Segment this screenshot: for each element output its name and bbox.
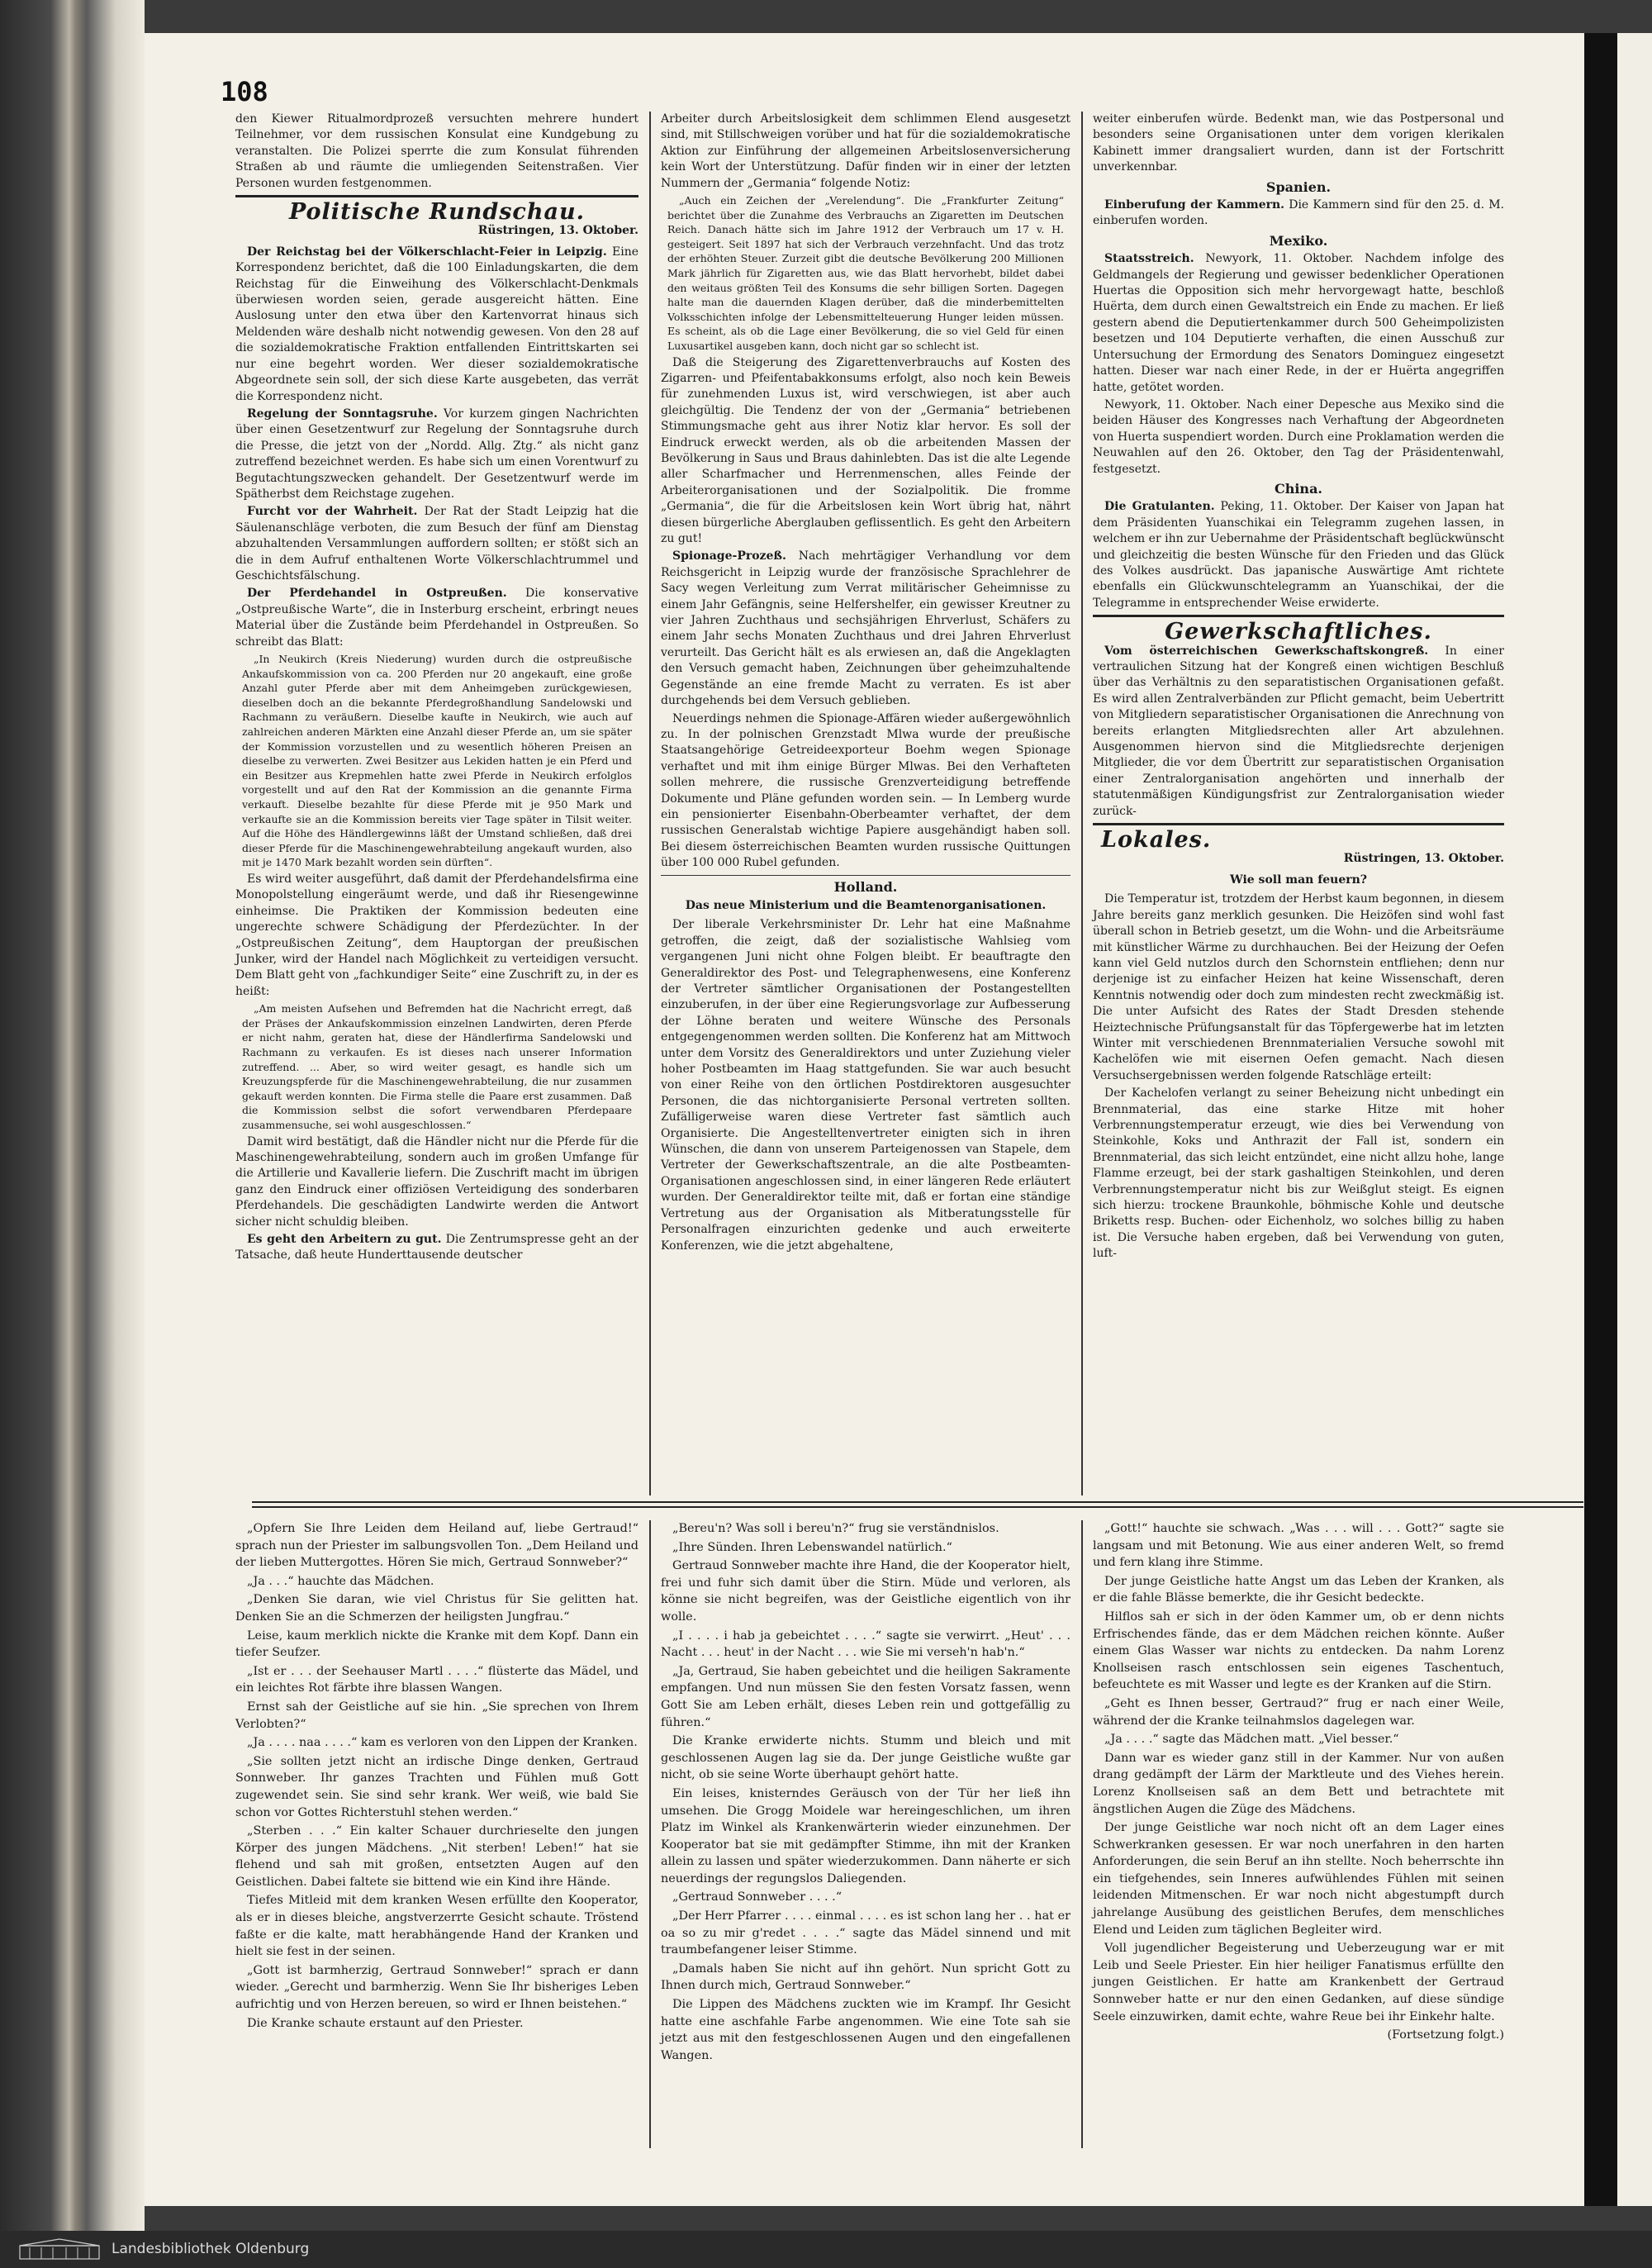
book-binding — [0, 0, 145, 2231]
article-paragraph: Der junge Geistliche war noch nicht oft an dem Lager eines Schwerkranken gesessen. Er war noch unerfahren in den harten Anforderungen, die sein Beruf an ihn stellte. Noch beherrschte ihn ein tiefgehendes, sein Inneres aufwühlendes Fühlen mit seinen leidenden Mitmenschen. Er war noch nicht abgestumpft durch jahrelange Ausübung des geistlichen Berufes, dem menschliches Elend und Leiden zum täglichen Begleiter wird. — [1093, 1821, 1504, 1937]
article-paragraph: „Damals haben Sie nicht auf ihn gehört. Nun spricht Gott zu Ihnen durch mich, Gertraud Sonnweber.“ — [661, 1961, 1070, 1993]
article-paragraph — [235, 504, 638, 584]
article-paragraph: „Bereu'n? Was soll i bereu'n?“ frug sie verständnislos. — [672, 1522, 999, 1535]
country-heading: China. — [1274, 480, 1322, 497]
article-paragraph: „Ja . . . .“ sagte das Mädchen matt. „Viel besser.“ — [1104, 1733, 1399, 1747]
column-2 — [661, 112, 1070, 1256]
library-building-icon — [18, 2237, 101, 2261]
article-paragraph: „Gott ist barmherzig, Gertraud Sonnweber!“ sprach er dann wieder. „Gerecht und barmherzig. Wenn Sie Ihr bisheriges Leben aufrichtig und von Herzen bereuen, so wird er Ihnen beistehen.“ — [235, 1963, 638, 2012]
column-divider — [649, 1520, 651, 2148]
article-paragraph: „Ja, Gertraud, Sie haben gebeichtet und die heiligen Sakramente empfangen. Und nun müssen Sie den festen Vorsatz fassen, wenn Gott Sie am Leben erhält, dieses Leben rein und gottgefällig zu führen.“ — [661, 1664, 1070, 1729]
section-rule — [235, 195, 638, 197]
column-divider — [1081, 1520, 1083, 2148]
article-lead: Vom österreichischen Gewerkschaftskongreß. — [1104, 644, 1429, 658]
newspaper-page — [145, 33, 1584, 2206]
article-paragraph: Der junge Geistliche hatte Angst um das Leben der Kranken, als er die fahle Blässe bemerkte, die ihr Gesicht bedeckte. — [1093, 1574, 1504, 1605]
article-paragraph: Der Kachelofen verlangt zu seiner Beheizung nicht unbedingt ein Brennmaterial, das eine starke Hitze mit hoher Verbrennungstemperatur erzeugt, wie dies bei Verwendung von Steinkohle, Koks und Anthrazit der Fall ist, sondern ein Brennmaterial, das sich leicht entzündet, eine nicht allzu hohe, lange Flamme erzeugt, bei der stark gashaltigen Steinkohlen, und deren Verbrennungstemperatur nicht bis zur Weißglut steigt. Es eignen sich hierzu: trockene Braunkohle, böhmische Kohle und deutsche Briketts resp. Buchen- oder Eichenholz, wo solches billig zu haben ist. Die Versuche haben ergeben, daß bei Verwendung von guten, luft- — [1093, 1086, 1504, 1261]
article-body: In einer vertraulichen Sitzung hat der Kongreß einen wichtigen Beschluß über das Verhältnis zu den separatistischen Organisationen gefaßt. Es wird allen Zentralverbänden zur Pflicht gemacht, beim Uebertritt von Mitgliedern separatistischer Organisationen die Anrechnung von bereits erlangten Mitgliedsrechten aller Art abzulehnen. Ausgenommen hiervon sind die Mitgliedsrechte derjenigen Mitglieder, die vor dem Übertritt zur separatistischen Organisation einer Zentralorganisation angehörten und innerhalb der statutenmäßigen Kündigungsfrist zur Zentralorganisation wieder zurück- — [1093, 644, 1504, 818]
article-paragraph: Daß die Steigerung des Zigarettenverbrauchs auf Kosten des Zigarren- und Pfeifentabakkonsums erfolgt, also noch kein Beweis für zunehmenden Luxus ist, wird verschwiegen, ist aber auch gleichgültig. Die Tendenz der von der „Germania“ betriebenen Stimmungsmache geht aus ihrer Notiz klar hervor. Es soll der Eindruck erweckt werden, als ob die arbeitenden Massen der Bevölkerung in Saus und Braus dahinlebten. Das ist die alte Legende aller Scharfmacher und Herrenmenschen, alles Feinde der Arbeiterorganisationen und der Sozialpolitik. Die fromme „Germania“, die für die Arbeitslosen kein Wort übrig hat, nährt diesen bürgerliche Aberglauben geflissentlich. Es geht den Arbeitern zu gut! — [661, 355, 1070, 546]
article-body: Peking, 11. Oktober. Der Kaiser von Japan hat dem Präsidenten Yuanschikai ein Telegramm zugehen lassen, in welchem er ihn zur Uebernahme der Präsidentschaft beglückwünscht und gleichzeitig die besten Wünsche für den Frieden und das Glück des Volkes ausdrückt. Das japanische Auswärtige Amt richtete ebenfalls ein Glückwunschtelegramm an Yuanschikai, der die Telegramme in entsprechender Weise erwiderte. — [1093, 500, 1504, 610]
article-paragraph: Die Temperatur ist, trotzdem der Herbst kaum begonnen, in diesem Jahre bereits ganz merklich gesunken. Die Heizöfen sind wohl fast überall schon in Betrieb gesetzt, um die Wohn- und die Arbeitsräume mit künstlicher Wärme zu durchhauchen. Bei der Heizung der Oefen kann viel Geld nutzlos durch den Schornstein entfliehen; denn nur derjenige ist zu einfacher Heizen hat keine Wissenschaft, deren Kenntnis notwendig oder doch zum mindesten recht zweckmäßig ist. Die unter Aufsicht des Rates der Stadt Dresden stehende Heiztechnische Prüfungsanstalt für das Töpfergewerbe hat im letzten Winter mit verschiedenen Brennmaterialien Versuche sowohl mit Kachelöfen wie mit eisernen Oefen gemacht. Nach diesen Versuchsergebnissen werden folgende Ratschläge erteilt: — [1093, 892, 1504, 1082]
section-heading: Lokales. — [1101, 827, 1212, 853]
article-paragraph: „Opfern Sie Ihre Leiden dem Heiland auf, liebe Gertraud!“ sprach nun der Priester im salbungsvollen Ton. „Dem Heiland und der lieben Muttergottes. Hören Sie mich, Gertraud Sonnweber?“ — [235, 1522, 638, 1570]
dateline: Rüstringen, 13. Oktober. — [1343, 852, 1504, 866]
article-body: Die Zentrumspresse geht an der Tatsache, daß heute Hunderttausende deutscher — [235, 1232, 638, 1262]
section-rule — [1093, 615, 1504, 617]
next-page-edge — [1617, 33, 1652, 2206]
article-body: Die Kammern sind für den 25. d. M. einberufen worden. — [1093, 198, 1504, 228]
article-paragraph: „Ihre Sünden. Ihren Lebenswandel natürlich.“ — [672, 1540, 952, 1554]
column-1 — [235, 112, 638, 1266]
article-paragraph: „Ist er . . . der Seehauser Martl . . . .“ flüsterte das Mädel, und ein leichtes Rot färbte ihre blassen Wangen. — [235, 1664, 638, 1695]
dateline: Rüstringen, 13. Oktober. — [477, 224, 638, 238]
page-edge-dark — [1584, 33, 1617, 2206]
article-paragraph: „Gertraud Sonnweber . . . .“ — [672, 1890, 843, 1904]
feuilleton-divider — [252, 1501, 1583, 1508]
article-body: Die konservative „Ostpreußische Warte“, die in Insterburg erscheint, erbringt neues Material über die Zustände beim Pferdehandel in Ostpreußen. So schreibt das Blatt: — [235, 587, 638, 649]
article-paragraph: Der liberale Verkehrsminister Dr. Lehr hat eine Maßnahme getroffen, die zeigt, daß der sozialistische Wahlsieg vom vergangenen Juni nicht ohne Folgen bleibt. Er beauftragte den Generaldirektor des Post- und Telegraphenwesens, eine Konferenz der Vertreter sämtlicher Organisationen der Postangestellten einzuberufen, in der über eine Regierungsvorlage zur Aufbesserung der Löhne beraten und weitere Wünsche des Personals entgegengenommen werden sollten. Die Konferenz hat am Mittwoch unter dem Vorsitz des Generaldirektors und unter Zuziehung vieler hoher Postbeamten im Haag stattgefunden. Sie war auch besucht von einer Reihe von den örtlichen Postdirektoren ausgesuchter Personen, die das nichtorganisierte Personal vertreten sollten. Zufälligerweise waren diese Vertreter fast sämtlich auch Organisierte. Die Angestelltenvertreter einigten sich in ihren Wünschen, die dann von unserem Parteigenossen van Stapele, dem Vertreter der Gewerkschaftszentrale, an die alte Postbeamten-Organisationen angeschlossen sind, in einer längeren Rede erläutert wurden. Der Generaldirektor teilte mit, daß er fortan eine ständige Vertretung aus der Organisation als Mitberatungsstelle für Personalfragen einzurichten gedenke und auch erweiterte Konferenzen, wie die jetzt abgehaltene, — [661, 918, 1070, 1253]
article-paragraph: Die Kranke erwiderte nichts. Stumm und bleich und mit geschlossenen Augen lag sie da. Der junge Geistliche wußte gar nicht, ob sie seine Worte überhaupt gehört hatte. — [661, 1734, 1070, 1782]
feuilleton-column-2 — [661, 1520, 1070, 2066]
article-paragraph — [1093, 644, 1504, 820]
article-lead: Spionage-Prozeß. — [672, 549, 786, 563]
article-paragraph: Hilflos sah er sich in der öden Kammer um, ob er denn nichts Erfrischendes fände, das er dem Mädchen reichen könnte. Außer einem Glas Wasser war nichts zu entdecken. Da nahm Lorenz Knollseisen rasch entschlossen sein eigenes Taschentuch, befeuchtete es mit Wasser und legte es der Kranken auf die Stirn. — [1093, 1609, 1504, 1692]
article-lead: Staatsstreich. — [1104, 252, 1194, 266]
article-paragraph — [235, 586, 638, 650]
article-paragraph: „Sie sollten jetzt nicht an irdische Dinge denken, Gertraud Sonnweber. Ihr ganzes Trachten und Fühlen muß Gott zugewendet sein. Sie sind sehr krank. Wer weiß, wie bald Sie schon vor Gottes Richterstuhl stehen werden.“ — [235, 1754, 638, 1819]
article-paragraph: „Ja . . .“ hauchte das Mädchen. — [247, 1574, 434, 1588]
article-paragraph — [661, 549, 1070, 709]
article-body: Eine Korrespondenz berichtet, daß die 100 Einladungskarten, die dem Reichstag für die Einweihung des Völkerschlacht-Denkmals überwiesen worden seien, gerade ausgereicht hätten. Eine Auslosung unter den etwa über den Kartenvorrat hinaus sich Meldenden wäre deshalb nicht notwendig gewesen. Von den 28 auf die sozialdemokratische Fraktion entfallenden Eintrittskarten sei nur eine begehrt worden. Wer dieser sozialdemokratische Abgeordnete sein soll, der sich diese Karte ausgebeten, das verrät die Korrespondenz nicht. — [235, 245, 639, 403]
section-rule — [1093, 823, 1504, 825]
column-divider — [1081, 112, 1083, 1495]
article-lead: Regelung der Sonntagsruhe. — [247, 407, 438, 421]
article-body: Der Rat der Stadt Leipzig hat die Säulenanschläge verboten, die zum Besuch der fünf am Dienstag abzuhaltenden Versammlungen auffordern sollten; er stößt sich an die in dem Aufruf enthaltenen Worte Völkerschlachtrummel und Geschichtsfälschung. — [235, 505, 638, 582]
article-paragraph: Arbeiter durch Arbeitslosigkeit dem schlimmen Elend ausgesetzt sind, mit Stillschweigen vorüber und hat für die sozialdemokratische Aktion zur Einführung der allgemeinen Arbeitslosenversicherung kein Wort der Unterstützung. Dafür finden wir in einer der letzten Nummern der „Germania“ folgende Notiz: — [661, 112, 1070, 190]
article-paragraph — [1093, 197, 1504, 230]
article-paragraph — [1093, 251, 1504, 396]
article-paragraph: Ein leises, knisterndes Geräusch von der Tür her ließ ihn umsehen. Die Grogg Moidele war hereingeschlichen, um ihren Platz im Winkel als Krankenwärterin wieder einzunehmen. Der Kooperator bat sie mit gedämpfter Stimme, ihn mit der Kranken allein zu lassen und später wiederzukommen. Dann näherte er sich neuerdings der regungslos Daliegenden. — [661, 1786, 1070, 1885]
article-paragraph: Es wird weiter ausgeführt, daß damit der Pferdehandelsfirma eine Monopolstellung eingeräumt werde, und daß ihr Riesengewinne einheimse. Die Praktiken der Kommission bedeuten eine ungerechte schwere Schädigung der Pferdezüchter. In der „Ostpreußischen Zeitung“, dem Hauptorgan der preußischen Junker, wird der Handel nach Möglichkeit zu verteidigen versucht. Dem Blatt geht von „fachkundiger Seite“ eine Zuschrift zu, in der es heißt: — [235, 872, 638, 998]
article-paragraph: „Geht es Ihnen besser, Gertraud?“ frug er nach einer Weile, während der die Kranke teilnahmslos dagelegen war. — [1093, 1696, 1504, 1728]
column-divider — [649, 112, 651, 1495]
article-paragraph: „Denken Sie daran, wie viel Christus für Sie gelitten hat. Denken Sie an die Schmerzen der heiligsten Jungfrau.“ — [235, 1593, 638, 1624]
article-paragraph: Die Kranke schaute erstaunt auf den Priester. — [247, 2016, 524, 2030]
article-paragraph: weiter einberufen würde. Bedenkt man, wie das Postpersonal und besonders seine Organisationen unter dem vorigen klerikalen Kabinett immer drangsaliert wurden, dann ist der Fortschritt unverkennbar. — [1093, 112, 1504, 174]
article-paragraph: Die Lippen des Mädchens zuckten wie im Krampf. Ihr Gesicht hatte eine aschfahle Farbe angenommen. Wie eine Tote sah sie jetzt aus mit den festgeschlossenen Augen und den eingefallenen Wangen. — [661, 1998, 1070, 2062]
country-heading: Holland. — [833, 878, 898, 895]
quotation-paragraph: „Am meisten Aufsehen und Befremden hat die Nachricht erregt, daß der Präses der Ankaufskommission einzelnen Landwirten, deren Pferde er nicht nahm, geraten hat, diese der Händlerfirma Sandelowski und Rachmann zu verkaufen. Es ist dieses nach unserer Information zutreffend. ... Aber, so wird weiter gesagt, es handle sich um Kreuzungspferde für die Maschinengewehrabteilung, die nur zusammen gekauft werden konnten. Die Firma stelle die Paare erst zusammen. Daß die Kommission selbst die sofort verwendbaren Pferdepaare zusammensuche, sei wohl ausgeschlossen.“ — [242, 1002, 632, 1131]
country-heading: Spanien. — [1265, 178, 1332, 195]
article-lead: Der Pferdehandel in Ostpreußen. — [247, 587, 507, 601]
article-lead: Die Gratulanten. — [1104, 500, 1215, 514]
feuilleton-column-1 — [235, 1520, 638, 2033]
quotation-paragraph: „Auch ein Zeichen der „Verelendung“. Die „Frankfurter Zeitung“ berichtet über die Zunahme des Verbrauchs an Zigaretten im Deutschen Reich. Danach hätte sich im Jahre 1912 der Verbrauch um 17 v. H. gesteigert. Seit 1897 hat sich der Verbrauch verzehnfacht. Und das trotz der erhöhten Steuer. Zurzeit gibt die deutsche Bevölkerung 200 Millionen Mark jährlich für Zigaretten aus, wie das Blatt hervorhebt, bildet dabei den weitaus größten Teil des Konsums die sehr billigen Sorten. Dagegen halte man die dauernden Klagen derüber, daß die minderbemittelten Volksschichten infolge der Lebensmittelteuerung Hunger leiden müssen. Es scheint, als ob die Lage einer Bevölkerung, die so viel Geld für einen Luxusartikel ausgeben kann, doch nicht gar so schlecht ist. — [667, 194, 1064, 352]
article-paragraph: Dann war es wieder ganz still in der Kammer. Nur von außen drang gedämpft der Lärm der Marktleute und des Viehes herein. Lorenz Knollseisen saß an dem Bett und betrachtete mit ängstlichen Augen die Züge des Mädchens. — [1093, 1751, 1504, 1816]
article-body: Nach mehrtägiger Verhandlung vor dem Reichsgericht in Leipzig wurde der französische Sprachlehrer de Sacy wegen Verleitung zum Verrat militärischer Geheimnisse zu einem Jahr Gefängnis, seine Helfershelfer, ein gewisser Kreutner zu vier Jahren Zuchthaus und sechsjährigen Ehrverlust, Schäfers zu einem Jahr sechs Monaten Zuchthaus und drei Jahren Ehrverlust verurteilt. Das Gericht hält es als erwiesen an, daß die Angeklagten den Versuch gemacht haben, Zeichnungen über geheimzuhaltende Gegenstände an eine fremde Macht zu verraten. Es ist aber durchgehends bei dem Versuch geblieben. — [661, 549, 1070, 708]
article-subheading: Das neue Ministerium und die Beamtenorganisationen. — [685, 898, 1047, 912]
article-paragraph: Neuerdings nehmen die Spionage-Affären wieder außergewöhnlich zu. In der polnischen Grenzstadt Mlwa wurde der preußische Staatsangehörige Getreideexporteur Boehm wegen Spionage verhaftet und mit ihm einige Bürger Mlwas. Bei den Verhafteten sollen mehrere, die russische Grenzverteidigung betreffende Dokumente und Pläne gefunden worden sein. — In Lemberg wurde ein pensionierter Eisenbahn-Oberbeamter verhaftet, der dem russischen Generalstab wichtige Papiere ausgehändigt haben soll. Bei diesem österreichischen Beamten wurden russische Quittungen über 100 000 Rubel gefunden. — [661, 711, 1070, 870]
footer-bar — [0, 2231, 1652, 2268]
article-body: Newyork, 11. Oktober. Nachdem infolge des Geldmangels der Regierung und gewisser bedenklicher Operationen Huertas die Opposition sich mehr hervorgewagt hatte, beschloß Huërta, dem durch einen Gewaltstreich ein Ende zu machen. Er ließ gestern abend die Deputiertenkammer durch 500 Geheimpolizisten besetzen und 104 Deputierte verhaften, die einen Ausschuß zur Untersuchung der Ermordung des Senators Dominguez eingesetzt hatten. Dieser war nach einer Rede, in der er Huërta angegriffen hatte, getötet worden. — [1093, 252, 1504, 394]
article-body: Vor kurzem gingen Nachrichten über einen Gesetzentwurf zur Regelung der Sonntagsruhe durch die Presse, die jetzt von der „Nordd. Allg. Ztg.“ als nicht ganz zutreffend bezeichnet werden. Es habe sich um einen Vorentwurf zu Begutachtungszwecken gehandelt. Der Gesetzentwurf werde im Spätherbst dem Reichstage zugehen. — [235, 407, 638, 501]
feuilleton-column-3 — [1093, 1520, 1504, 2046]
quotation-paragraph: „In Neukirch (Kreis Niederung) wurden durch die ostpreußische Ankaufskommission von ca. 200 Pferden nur 20 angekauft, eine große Anzahl guter Pferde aber mit dem Anheimgeben zurückgewiesen, dieselben doch an die bekannte Pferdegroßhandlung Sandelowski und Rachmann zu veräußern. Dieselbe kaufte in Neukirch, wie auch auf zahlreichen anderen Märkten eine Anzahl dieser Pferde an, um sie später der Kommission vorzustellen und zu wesentlich höheren Preisen an dieselbe zu verwerten. Zwei Besitzer aus Lekiden hatten je ein Pferd und ein Besitzer aus Krepmehlen hatte zwei Pferde in Neukirch erfolglos vorgestellt und auf den Rat der Kommission an die genannte Firma verkauft. Dieselbe bezahlte für diese Pferde mit je 950 Mark und verkaufte sie an die Kommission bereits vier Tage später in Tilsit weiter. Auf die Höhe des Händlergewinns läßt der Umstand schließen, daß drei dieser Pferde für die Maschinengewehrabteilung angekauft wurden, also mit je 1470 Mark bezahlt worden sein dürften“. — [242, 653, 632, 869]
page-number: 108 — [221, 76, 268, 107]
article-paragraph: Newyork, 11. Oktober. Nach einer Depesche aus Mexiko sind die beiden Häuser des Kongresses nach Verhaftung der Abgeordneten von Huerta suspendiert worden. Durch eine Proklamation werden die Neuwahlen auf den 26. Oktober, den Tag der Präsidentenwahl, festgesetzt. — [1093, 397, 1504, 476]
article-paragraph: „I . . . . i hab ja gebeichtet . . . .“ sagte sie verwirrt. „Heut' . . . Nacht . . . heut' in der Nacht . . . wie Sie mi verseh'n hab'n.“ — [661, 1628, 1070, 1660]
article-paragraph: Damit wird bestätigt, daß die Händler nicht nur die Pferde für die Maschinengewehrabteilung, sondern auch im großen Umfange für die Artillerie und Kavallerie liefern. Die Zuschrift macht im übrigen ganz den Eindruck einer offiziösen Verteidigung des sonderbaren Pferdehandels. Die geschädigten Landwirte werden die Antwort sicher nicht schuldig bleiben. — [235, 1134, 638, 1229]
article-subheading: Wie soll man feuern? — [1229, 872, 1368, 887]
article-paragraph — [235, 1232, 638, 1264]
article-lead: Der Reichstag bei der Völkerschlacht-Feier in Leipzig. — [247, 245, 607, 259]
article-paragraph: „Ja . . . . naa . . . .“ kam es verloren von den Lippen der Kranken. — [247, 1736, 638, 1750]
article-paragraph: Leise, kaum merklich nickte die Kranke mit dem Kopf. Dann ein tiefer Seufzer. — [235, 1628, 638, 1660]
library-name: Landesbibliothek Oldenburg — [112, 2241, 310, 2257]
article-paragraph: den Kiewer Ritualmordprozeß versuchten mehrere hundert Teilnehmer, vor dem russischen Konsulat eine Kundgebung zu veranstalten. Die Polizei sperrte die zum Konsulat führenden Straßen ab und räumte die umliegenden Seitenstraßen. Vier Personen wurden festgenommen. — [235, 112, 638, 190]
article-paragraph: Tiefes Mitleid mit dem kranken Wesen erfüllte den Kooperator, als er in dieses bleiche, angstverzerrte Gesicht schaute. Tröstend faßte er die kalte, matt herabhängende Hand der Kranken und hielt sie fest in der seinen. — [235, 1894, 638, 1959]
article-lead: Es geht den Arbeitern zu gut. — [247, 1232, 442, 1246]
section-rule — [661, 875, 1070, 876]
section-heading: Politische Rundschau. — [288, 199, 586, 226]
article-paragraph — [235, 407, 638, 502]
continuation-note: (Fortsetzung folgt.) — [1387, 2028, 1504, 2042]
country-heading: Mexiko. — [1269, 232, 1328, 249]
article-paragraph: Ernst sah der Geistliche auf sie hin. „Sie sprechen von Ihrem Verlobten?“ — [235, 1700, 638, 1731]
section-heading: Gewerkschaftliches. — [1165, 619, 1432, 645]
article-paragraph: „Der Herr Pfarrer . . . . einmal . . . . es ist schon lang her . . hat er oa so zu mir g'redet . . . .“ sagte das Mädel sinnend und mit traumbefangener leiser Stimme. — [661, 1909, 1070, 1957]
column-3 — [1093, 112, 1504, 1264]
article-paragraph: Voll jugendlicher Begeisterung und Ueberzeugung war er mit Leib und Seele Priester. Ein hier heiliger Fanatismus erfüllte den jungen Geistlichen. Er hatte am Krankenbett der Gertraud Sonnweber hatte er nur den einen Gedanken, auf diese sündige Seele einzuwirken, damit echte, wahre Reue bei ihr Einkehr halte. — [1093, 1942, 1504, 2023]
article-lead: Furcht vor der Wahrheit. — [247, 505, 418, 519]
article-paragraph: Gertraud Sonnweber machte ihre Hand, die der Kooperator hielt, frei und fuhr sich damit über die Stirn. Müde und verloren, als könne sie nicht begreifen, was der Geistliche eigentlich von ihr wolle. — [661, 1559, 1070, 1624]
article-paragraph: „Gott!“ hauchte sie schwach. „Was . . . will . . . Gott?“ sagte sie langsam und mit Betonung. Wie aus einer anderen Welt, so fremd und fern klang ihre Stimme. — [1093, 1522, 1504, 1570]
article-paragraph — [235, 245, 638, 405]
article-lead: Einberufung der Kammern. — [1104, 198, 1285, 212]
article-paragraph: „Sterben . . .“ Ein kalter Schauer durchrieselte den jungen Körper des jungen Mädchens. „Nit sterben! Leben!“ hat sie flehend und sah mit großen, entsetzten Augen auf den Geistlichen. Dabei faltete sie bittend wie ein Kind ihre Hände. — [235, 1824, 638, 1889]
article-paragraph — [1093, 499, 1504, 611]
